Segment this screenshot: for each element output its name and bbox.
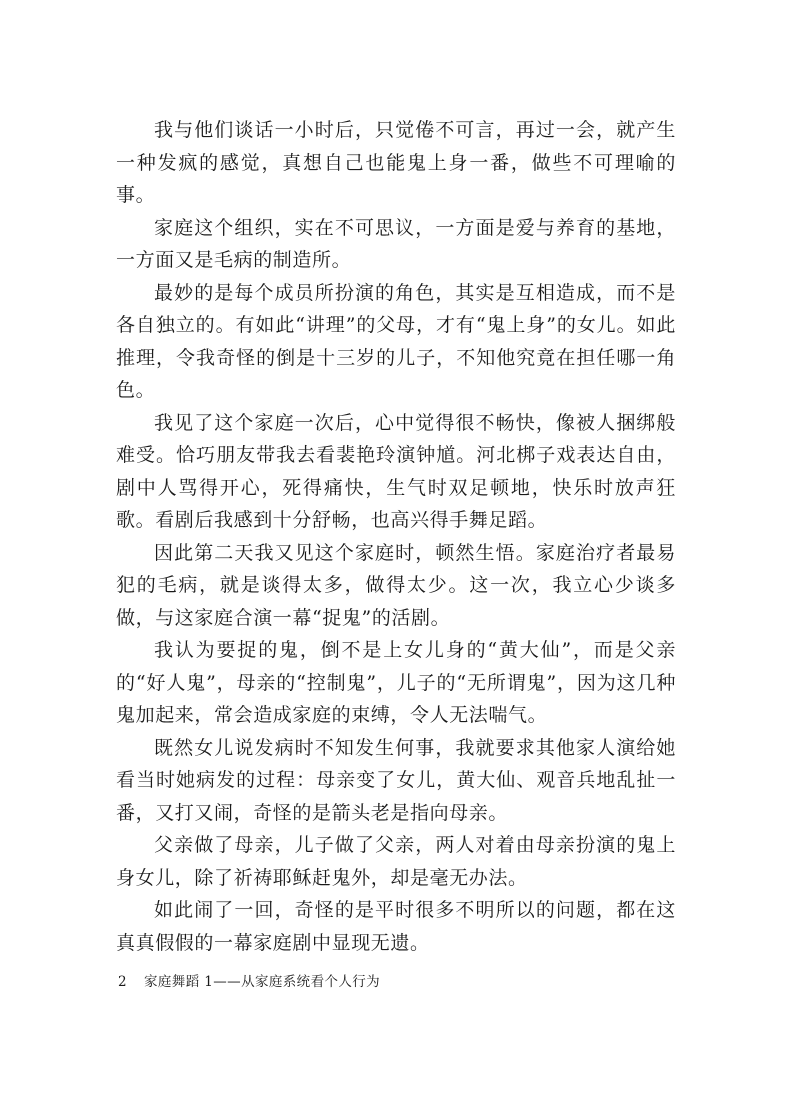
paragraph-6: 我认为要捉的鬼，倒不是上女儿身的“黄大仙”，而是父亲的“好人鬼”，母亲的“控制鬼”，儿子的“无所谓鬼”，因为这几种鬼加起来，常会造成家庭的束缚，令人无法喘气。 [116,639,676,726]
paragraph-5: 因此第二天我又见这个家庭时，顿然生悟。家庭治疗者最易犯的毛病，就是谈得太多，做得太少。这一次，我立心少谈多做，与这家庭合演一幕“捉鬼”的活剧。 [116,541,676,629]
page-number: 2 [118,974,127,990]
paragraph-7: 既然女儿说发病时不知发生何事，我就要求其他家人演给她看当时她病发的过程：母亲变了女儿，黄大仙、观音兵地乱扯一番，又打又闹，奇怪的是箭头老是指向母亲。 [116,736,676,824]
paragraph-4: 我见了这个家庭一次后，心中觉得很不畅快，像被人捆绑般难受。恰巧朋友带我去看裴艳玲演钟馗。河北梆子戏表达自由，剧中人骂得开心，死得痛快，生气时双足顿地，快乐时放声狂歌。看剧后我感到十分舒畅，也高兴得手舞足蹈。 [116,411,676,531]
paragraph-8: 父亲做了母亲，儿子做了父亲，两人对着由母亲扮演的鬼上身女儿，除了祈祷耶稣赶鬼外，却是毫无办法。 [116,834,676,889]
paragraph-1: 我与他们谈话一小时后，只觉倦不可言，再过一会，就产生一种发疯的感觉，真想自己也能鬼上身一番，做些不可理喻的事。 [116,119,676,206]
page-footer [118,972,380,992]
paragraph-2: 家庭这个组织，实在不可思议，一方面是爱与养育的基地，一方面又是毛病的制造所。 [116,216,676,271]
paragraph-3: 最妙的是每个成员所扮演的角色，其实是互相造成，而不是各自独立的。有如此“讲理”的父母，才有“鬼上身”的女儿。如此推理，令我奇怪的倒是十三岁的儿子，不知他究竟在担任哪一角色。 [116,281,676,401]
paragraph-9: 如此闹了一回，奇怪的是平时很多不明所以的问题，都在这真真假假的一幕家庭剧中显现无遗。 [116,899,676,954]
running-title: 家庭舞蹈 1——从家庭系统看个人行为 [144,974,381,990]
body-text [116,114,676,959]
